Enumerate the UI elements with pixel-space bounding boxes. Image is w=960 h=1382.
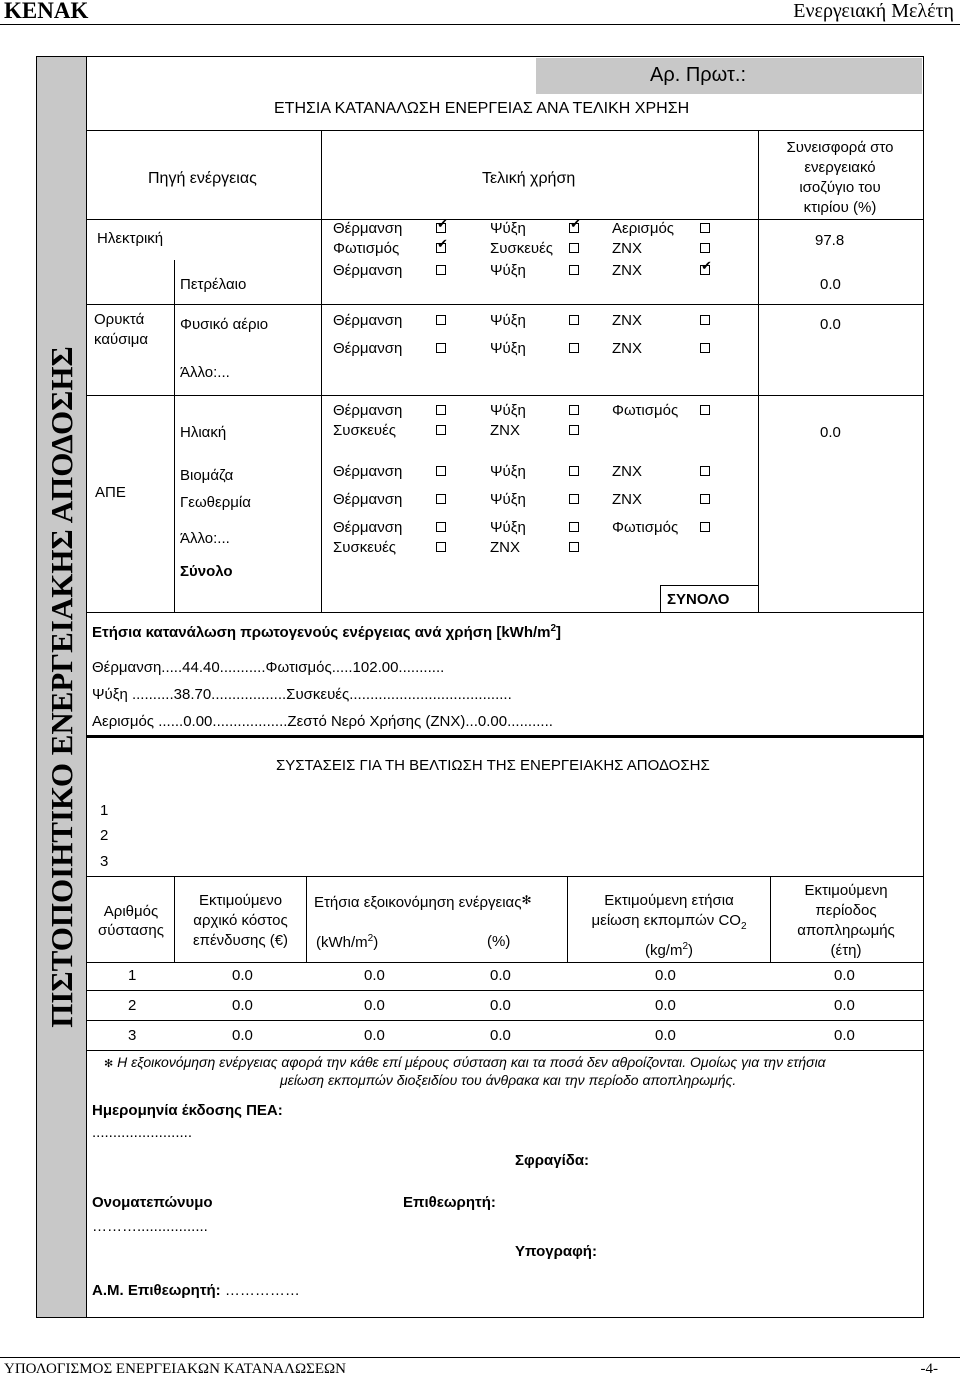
checkbox[interactable] — [569, 522, 579, 532]
checkbox[interactable] — [700, 223, 710, 233]
primary-line-3: Αερισμός ......0.00..................Ζεστό Νερό Χρήσης (ΖΝΧ)...0.00........... — [92, 713, 553, 730]
source-oil: Πετρέλαιο — [180, 276, 247, 293]
table-line — [321, 130, 322, 612]
use-cooling: Ψύξη — [490, 463, 526, 480]
recommendation-number: 2 — [100, 827, 109, 844]
contribution-solar: 0.0 — [820, 424, 841, 441]
use-heating: Θέρμανση — [333, 340, 403, 357]
seal-label: Σφραγίδα: — [515, 1152, 590, 1169]
table-line — [758, 130, 759, 612]
use-dhw: ΖΝΧ — [612, 463, 642, 480]
source-other-fossil: Άλλο:... — [180, 364, 230, 381]
row-no: 2 — [128, 997, 137, 1014]
use-heating: Θέρμανση — [333, 262, 403, 279]
col-saving-header — [314, 893, 532, 911]
source-other-res: Άλλο:... — [180, 530, 230, 547]
primary-title-sup: 2 — [550, 623, 557, 634]
footnote — [104, 1054, 826, 1070]
row-payback: 0.0 — [834, 997, 855, 1014]
use-appliances: Συσκευές — [490, 240, 554, 257]
use-cooling: Ψύξη — [490, 402, 526, 419]
checkbox[interactable] — [569, 425, 579, 435]
use-heating: Θέρμανση — [333, 463, 403, 480]
co2-sub: 2 — [740, 921, 747, 932]
use-appliances: Συσκευές — [333, 422, 397, 439]
contribution-electric: 97.8 — [815, 232, 845, 249]
row-cost: 0.0 — [232, 997, 253, 1014]
row-kwh: 0.0 — [364, 997, 385, 1014]
primary-title-text: Ετήσια κατανάλωση πρωτογενούς ενέργειας ανά χρήση [kWh/m — [92, 624, 551, 641]
table-line — [87, 1020, 923, 1021]
primary-title — [92, 623, 561, 641]
contribution-line: Συνεισφορά στο — [786, 139, 894, 156]
name-label: Ονοματεπώνυμο — [92, 1194, 213, 1211]
table-line — [87, 962, 923, 963]
primary-line-2: Ψύξη ..........38.70..................Συσκευές....................................... — [92, 686, 512, 703]
checkbox[interactable] — [436, 522, 446, 532]
use-dhw: ΖΝΧ — [490, 539, 520, 556]
row-pct: 0.0 — [490, 1027, 511, 1044]
table-line — [87, 1050, 923, 1051]
group-fossil — [94, 310, 148, 350]
source-solar: Ηλιακή — [180, 424, 227, 441]
checkbox[interactable] — [436, 542, 446, 552]
checkbox[interactable] — [436, 494, 446, 504]
use-cooling: Ψύξη — [490, 220, 526, 237]
checkbox[interactable] — [436, 265, 446, 275]
checkbox[interactable] — [700, 522, 710, 532]
col-contribution-header — [760, 138, 920, 218]
contribution-gas: 0.0 — [820, 316, 841, 333]
contribution-line: ισοζύγιο του — [799, 179, 881, 196]
am-label — [92, 1282, 300, 1299]
contribution-line: κτιρίου (%) — [803, 199, 877, 216]
header-right: Ενεργειακή Μελέτη — [793, 0, 954, 22]
sidebar-title: ΠΙΣΤΟΠΟΙΗΤΙΚΟ ΕΝΕΡΓΕΙΑΚΗΣ ΑΠΟΔΟΣΗΣ — [44, 346, 79, 1028]
col-co2-text: μείωση εκπομπών CO — [591, 912, 741, 929]
group-fossil-line: Ορυκτά — [94, 311, 145, 328]
col-co2-line: Εκτιμούμενη ετήσια — [604, 892, 734, 909]
table-line — [87, 612, 923, 613]
col-saving-kwh-sup: 2 — [367, 933, 374, 944]
checkbox[interactable] — [569, 343, 579, 353]
col-co2-line — [568, 911, 770, 937]
primary-title-end: ] — [556, 624, 562, 641]
protocol-label: Αρ. Πρωτ.: — [650, 64, 746, 86]
recommendations-title: ΣΥΣΤΑΣΕΙΣ ΓΙΑ ΤΗ ΒΕΛΤΙΩΣΗ ΤΗΣ ΕΝΕΡΓΕΙΑΚΗΣ ΑΠΟΔΟΣΗΣ — [276, 757, 710, 774]
table-line — [87, 990, 923, 991]
col-final-use-header: Τελική χρήση — [482, 170, 576, 187]
checkbox[interactable] — [436, 405, 446, 415]
contribution-oil: 0.0 — [820, 276, 841, 293]
use-dhw: ΖΝΧ — [612, 240, 642, 257]
table-line — [87, 130, 923, 131]
checkbox[interactable] — [569, 265, 579, 275]
row-pct: 0.0 — [490, 997, 511, 1014]
col-saving-pct: (%) — [487, 933, 511, 950]
col-payback-line: (έτη) — [830, 942, 862, 959]
col-co2-line: $(kg/m^2)$ — [644, 941, 694, 959]
source-geothermal: Γεωθερμία — [180, 494, 251, 511]
signature-label: Υπογραφή: — [515, 1243, 597, 1260]
use-lighting: Φωτισμός — [333, 240, 400, 257]
primary-line-1: Θέρμανση.....44.40...........Φωτισμός.....102.00........... — [92, 659, 445, 676]
use-dhw: ΖΝΧ — [490, 422, 520, 439]
table-line — [87, 304, 923, 305]
checkbox[interactable] — [436, 343, 446, 353]
col-no-line: σύστασης — [98, 922, 164, 939]
checkbox[interactable] — [569, 243, 579, 253]
use-dhw: ΖΝΧ — [612, 340, 642, 357]
use-cooling: Ψύξη — [490, 312, 526, 329]
use-dhw: ΖΝΧ — [612, 491, 642, 508]
col-co2-header — [568, 891, 770, 961]
contribution-line: ενεργειακό — [804, 159, 876, 176]
sidebar-strip — [37, 57, 86, 1317]
row-cost: 0.0 — [232, 1027, 253, 1044]
col-no-header — [88, 902, 174, 940]
total-label: ΣΥΝΟΛΟ — [667, 591, 730, 608]
checkbox[interactable] — [436, 466, 446, 476]
table-line — [87, 876, 923, 877]
group-fossil-line: καύσιμα — [94, 331, 149, 348]
asterisk-icon: ✻ — [521, 893, 532, 907]
row-kwh: 0.0 — [364, 1027, 385, 1044]
use-lighting: Φωτισμός — [612, 402, 679, 419]
inspector-label: Επιθεωρητή: — [403, 1194, 496, 1211]
col-cost-line: Εκτιμούμενο — [198, 892, 283, 909]
use-cooling: Ψύξη — [490, 491, 526, 508]
col-payback-line: Εκτιμούμενη — [804, 882, 888, 899]
col-no-line: Αριθμός — [103, 903, 159, 920]
table-line — [87, 395, 923, 396]
footnote-line-1: Η εξοικονόμηση ενέργειας αφορά την κάθε επί μέρους σύσταση και τα ποσά δεν αθροίζονται. Ομοίως για την ετήσια — [117, 1054, 826, 1070]
row-pct: 0.0 — [490, 967, 511, 984]
footnote-line-2: μείωση εκπομπών διοξειδίου του άνθρακα και την περίοδο αποπληρωμής. — [280, 1072, 737, 1088]
use-lighting: Φωτισμός — [612, 519, 679, 536]
source-gas: Φυσικό αέριο — [180, 316, 269, 333]
checkbox[interactable] — [436, 315, 446, 325]
use-cooling: Ψύξη — [490, 262, 526, 279]
use-appliances: Συσκευές — [333, 539, 397, 556]
footer-left: ΥΠΟΛΟΓΙΣΜΟΣ ΕΝΕΡΓΕΙΑΚΩΝ ΚΑΤΑΝΑΛΩΣΕΩΝ — [4, 1361, 347, 1377]
col-payback-line: αποπληρωμής — [797, 922, 895, 939]
name-value: ………................. — [92, 1218, 208, 1235]
use-cooling: Ψύξη — [490, 519, 526, 536]
checkbox-checked[interactable] — [436, 223, 446, 233]
row-payback: 0.0 — [834, 1027, 855, 1044]
checkbox[interactable] — [569, 494, 579, 504]
checkbox-checked[interactable] — [436, 243, 446, 253]
checkbox[interactable] — [700, 343, 710, 353]
checkbox[interactable] — [436, 425, 446, 435]
col-cost-line: επένδυσης (€) — [192, 932, 289, 949]
checkbox[interactable] — [569, 405, 579, 415]
checkbox[interactable] — [569, 466, 579, 476]
recommendation-number: 3 — [100, 853, 109, 870]
col-cost-line: αρχικό κόστος — [193, 912, 288, 929]
checkbox-checked[interactable] — [700, 265, 710, 275]
row-kwh: 0.0 — [364, 967, 385, 984]
issue-date-value: ........................ — [92, 1124, 193, 1141]
checkbox-checked[interactable] — [569, 223, 579, 233]
checkbox[interactable] — [569, 315, 579, 325]
am-value: …………… — [224, 1282, 300, 1299]
table-line — [87, 735, 923, 738]
use-dhw: ΖΝΧ — [612, 312, 642, 329]
checkbox[interactable] — [569, 542, 579, 552]
row-cost: 0.0 — [232, 967, 253, 984]
footer-rule — [0, 1357, 960, 1358]
col-saving-kwh-text: (kWh/m — [316, 934, 368, 951]
row-payback: 0.0 — [834, 967, 855, 984]
col-saving-kwh — [316, 933, 378, 951]
use-heating: Θέρμανση — [333, 402, 403, 419]
group-renewable: ΑΠΕ — [95, 484, 126, 501]
checkbox[interactable] — [700, 243, 710, 253]
recommendation-number: 1 — [100, 802, 109, 819]
source-biomass: Βιομάζα — [180, 467, 234, 484]
checkbox[interactable] — [700, 466, 710, 476]
table-line — [306, 876, 307, 962]
footer-right: -4- — [920, 1361, 938, 1377]
row-co2: 0.0 — [655, 967, 676, 984]
use-cooling: Ψύξη — [490, 340, 526, 357]
use-heating: Θέρμανση — [333, 491, 403, 508]
asterisk-icon: ✻ — [104, 1058, 114, 1070]
row-no: 1 — [128, 967, 137, 984]
row-co2: 0.0 — [655, 997, 676, 1014]
col-source-header: Πηγή ενέργειας — [148, 170, 257, 187]
checkbox[interactable] — [700, 405, 710, 415]
group-electric: Ηλεκτρική — [97, 230, 164, 247]
checkbox[interactable] — [700, 315, 710, 325]
co2-unit-sup: 2 — [682, 941, 689, 952]
col-cost-header — [175, 891, 306, 951]
table-line — [660, 585, 758, 586]
header-rule — [0, 24, 960, 25]
table-line — [174, 260, 175, 612]
col-saving-kwh-end: ) — [373, 934, 379, 951]
col-saving-text: Ετήσια εξοικονόμηση ενέργειας — [314, 894, 522, 911]
use-dhw: ΖΝΧ — [612, 262, 642, 279]
col-co2-unit: (kg/m — [644, 942, 683, 959]
header-left: KENAK — [4, 0, 89, 23]
issue-date-label: Ημερομηνία έκδοσης ΠΕΑ: — [92, 1102, 283, 1119]
col-payback-header — [771, 881, 921, 961]
row-no: 3 — [128, 1027, 137, 1044]
checkbox[interactable] — [700, 494, 710, 504]
source-total: Σύνολο — [180, 563, 233, 580]
use-heating: Θέρμανση — [333, 519, 403, 536]
use-ventilation: Αερισμός — [612, 220, 675, 237]
use-heating: Θέρμανση — [333, 312, 403, 329]
am-label-text: Α.Μ. Επιθεωρητή: — [92, 1282, 221, 1299]
row-co2: 0.0 — [655, 1027, 676, 1044]
col-payback-line: περίοδος — [815, 902, 877, 919]
consumption-title: ΕΤΗΣΙΑ ΚΑΤΑΝΑΛΩΣΗ ΕΝΕΡΓΕΙΑΣ ΑΝΑ ΤΕΛΙΚΗ ΧΡΗΣΗ — [274, 100, 690, 117]
use-heating: Θέρμανση — [333, 220, 403, 237]
table-line — [660, 585, 661, 612]
